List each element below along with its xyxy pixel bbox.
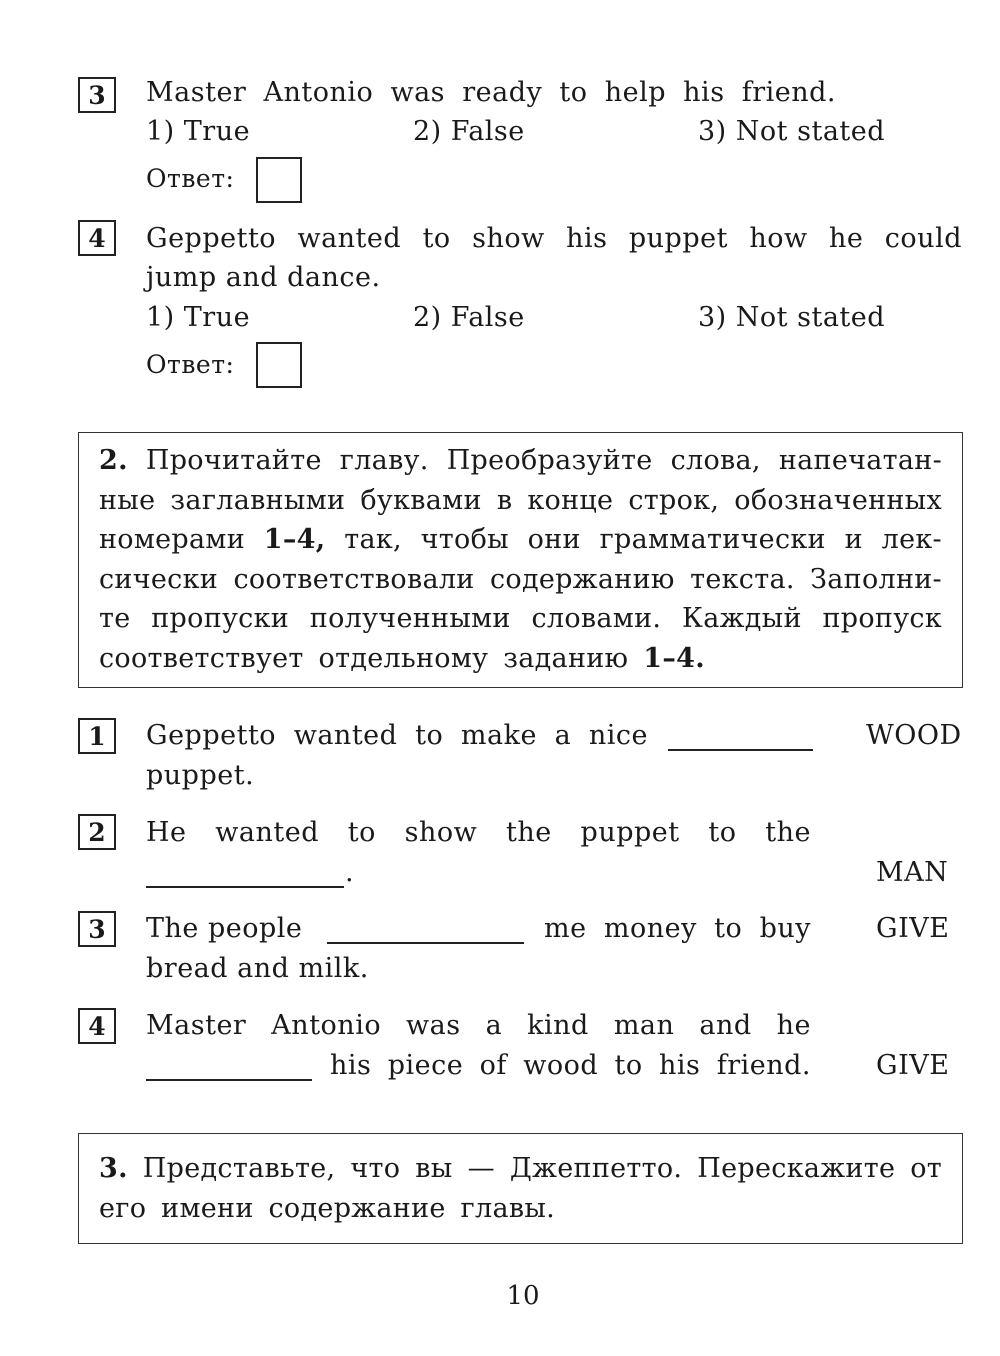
item-number: 4 xyxy=(88,1011,106,1041)
option-true[interactable]: 1) True xyxy=(146,116,251,147)
option-not-stated[interactable]: 3) Not stated xyxy=(698,116,886,147)
answer-box[interactable] xyxy=(256,342,302,388)
item-number-box xyxy=(78,1008,116,1044)
task2-instructions xyxy=(78,432,963,688)
option-false[interactable]: 2) False xyxy=(413,116,525,147)
gap-sentence-cont: puppet. xyxy=(146,760,255,791)
option-not-stated[interactable]: 3) Not stated xyxy=(698,302,886,333)
item-number-box xyxy=(78,77,116,113)
gap-sentence: Geppetto wanted to make a nice xyxy=(146,720,648,751)
item-number-box xyxy=(78,220,116,256)
option-false[interactable]: 2) False xyxy=(413,302,525,333)
task2-line: сически соответствовали содержанию текста. Заполни- xyxy=(99,564,942,595)
task2-line-text: Прочитайте главу. Преобразуйте слова, напечатан- xyxy=(145,445,942,476)
item-number: 4 xyxy=(88,223,106,253)
answer-label: Ответ: xyxy=(146,350,235,379)
item-number-box xyxy=(78,814,116,850)
task3-line-text: Представьте, что вы — Джеппетто. Перескажите от xyxy=(142,1153,942,1184)
task2-line xyxy=(99,520,942,560)
task3-number: 3. xyxy=(99,1153,128,1184)
gap-blank[interactable] xyxy=(327,914,524,944)
option-true[interactable]: 1) True xyxy=(146,302,251,333)
statement-text: Master Antonio was ready to help his friend. xyxy=(146,77,836,108)
gap-sentence-cont: his piece of wood to his friend. xyxy=(330,1050,811,1081)
gap-sentence: Master Antonio was a kind man and he xyxy=(146,1010,811,1041)
task2-line: те пропуски полученными словами. Каждый пропуск xyxy=(99,603,942,634)
task2-line xyxy=(99,639,942,679)
item-number: 2 xyxy=(88,817,106,847)
keyword: MAN xyxy=(876,857,949,888)
task2-range: 1–4, xyxy=(263,524,326,555)
gap-sentence-cont: bread and milk. xyxy=(146,953,369,984)
task2-line-text: соответствует отдельному заданию xyxy=(99,643,629,674)
task2-line-text: так, чтобы они грамматически и лек- xyxy=(344,524,942,555)
gap-sentence-cont: . xyxy=(345,857,355,888)
gap-blank[interactable] xyxy=(146,858,344,888)
item-number: 3 xyxy=(88,914,106,944)
keyword: WOOD xyxy=(866,720,962,751)
task2-range: 1–4. xyxy=(643,643,705,674)
gap-blank[interactable] xyxy=(146,1051,312,1081)
task2-line: ные заглавными буквами в конце строк, обозначенных xyxy=(99,485,942,516)
item-number: 3 xyxy=(88,80,106,110)
task3-line: его имени содержание главы. xyxy=(99,1193,556,1224)
task3-line xyxy=(99,1149,942,1189)
item-number-box xyxy=(78,718,116,754)
answer-box[interactable] xyxy=(256,157,302,203)
gap-sentence-cont: me money to buy xyxy=(544,913,811,944)
statement-text-line2: jump and dance. xyxy=(146,262,381,293)
keyword: GIVE xyxy=(876,913,950,944)
keyword: GIVE xyxy=(876,1050,950,1081)
task2-line-text: номерами xyxy=(99,524,246,555)
item-number: 1 xyxy=(88,721,106,751)
gap-sentence: He wanted to show the puppet to the xyxy=(146,817,811,848)
page-number: 10 xyxy=(506,1281,540,1311)
gap-sentence: The people xyxy=(146,913,303,944)
task2-number: 2. xyxy=(99,445,128,476)
answer-label: Ответ: xyxy=(146,164,235,193)
statement-text-line1: Geppetto wanted to show his puppet how he could xyxy=(146,223,962,254)
item-number-box xyxy=(78,911,116,947)
task2-line xyxy=(99,441,942,481)
task3-instructions xyxy=(78,1133,963,1244)
gap-blank[interactable] xyxy=(668,721,813,751)
